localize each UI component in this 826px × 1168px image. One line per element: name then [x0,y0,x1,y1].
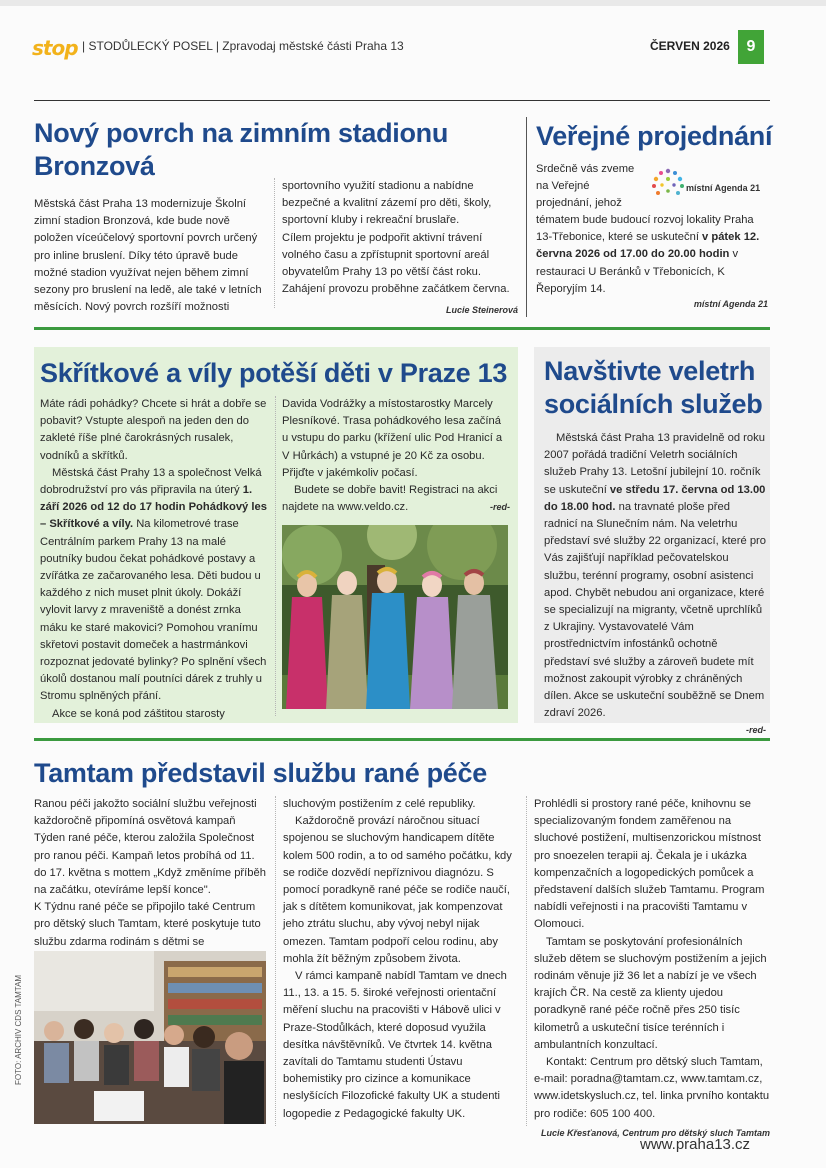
header-rule [34,100,770,101]
hearing-venue: v restauraci U Beránků v Třebonicích, K Řeporyjím 14. [536,248,739,295]
paragraph [544,430,766,722]
column-divider [526,796,527,1126]
page-header [0,30,826,66]
section-rule [34,327,770,330]
column-divider [275,796,276,1126]
paragraph: Davida Vodrážky a místostarostky Marcely Plesníkové. Trasa pohádkového lesa začíná u vstupu do parku (křížení ulic Pod Hranicí a V Hůrkách) a vstupné je 20 Kč za osobu. Přijďte v jakémkoliv počasí. [282,398,503,479]
section-divider [526,117,527,317]
paragraph [40,465,268,706]
event-date: 1. září 2026 od 12 do 17 hodin Pohádkový les – Skřítkové a víly. [40,484,267,531]
paragraph: Cílem projektu je podpořit aktivní trávení volného času a zpřístupnit sportovní areál obyvatelům Prahy 13 po větší část roku. Zahájení provozu proběhne začátkem června. [282,231,510,296]
paragraph-text: Budete se dobře bavit! Registraci na akci najdete na www.veldo.cz. [282,484,498,514]
paragraph: sluchovým postižením z celé republiky. [283,798,476,810]
paragraph: Kontakt: Centrum pro dětský sluch Tamtam, e-mail: poradna@tamtam.cz, www.tamtam.cz, www.idetskysluch.cz, tel. linka prvního kontaktu pro rodiče: 605 100 400. [534,1056,770,1120]
paragraph: Městská část Praha 13 modernizuje Školní zimní stadion Bronzová, kde bude nově položen víceúčelový sportovní povrch určený pro inline bruslení. Díky této úpravě bude možné stadion využívat nejen během zimní sezony pro bruslení na ledě, ale také v letních měsících. Nový povrch rozšíří možnosti [34,198,262,314]
paragraph: Akce se koná pod záštitou starosty [52,707,225,720]
article-tamtam-col1 [34,796,268,951]
hearing-date: v pátek 12. června 2026 od 17.00 do 20.00 hodin [536,231,760,261]
paragraph: Máte rádi pohádky? Chcete si hrát a dobře se pobavit? Vstupte alespoň na jeden den do zakleté říše plné čarokrásných rusalek, vodníků a skřítků. [40,398,267,462]
agenda21-logo-text: místní Agenda 21 [686,183,761,193]
tamtam-photo-image [34,951,266,1124]
author-signature: -red- [490,502,510,513]
agenda21-logo [648,166,772,206]
article-title-tamtam: Tamtam představil službu rané péče [34,758,487,788]
author-signature: Lucie Steinerová [445,305,518,316]
article-title-fairies: Skřítkové a víly potěší děti v Praze 13 [40,358,508,388]
paragraph-text: Městská část Prahy 13 a společnost Velká dobrodružství pro vás připravila na úterý [40,466,262,497]
section-rule [34,738,770,741]
column-divider [275,396,276,716]
fairies-photo [282,525,508,709]
stop-logo: stop [32,36,78,60]
paragraph: Prohlédli si prostory rané péče, knihovnu se specializovaným fondem zaměřenou na sluchové postižení, multisenzorickou místnost pro snoezelen terapii aj. Čekala je i ukázka kompenzačních a logopedických pomůcek a představení dalších služeb Tamtamu. Program nabídli veřejnosti i na pracovišti Tamtamu v Olomouci. [534,798,765,931]
article-stadium-col1 [34,196,266,316]
column-divider [274,178,275,308]
paragraph: Ranou péči jakožto sociální službu veřejnosti každoročně připomíná osvětová kampaň Týden rané péče, kterou založila Společnost pro ranou péči. Kampaň letos probíhá od 11. do 17. května s mottem „Když změníme příběh na začátku, otevíráme lepší konce". [34,798,266,897]
paragraph: sportovního využití stadionu a nabídne bezpečné a kvalitní zázemí pro děti, školy, sportovní kluby i rekreační bruslaře. [282,180,492,227]
event-date: ve středu 17. června od 13.00 do 18.00 hod. [544,483,766,513]
article-fairies-col1 [40,396,268,723]
paragraph: Každoročně provází náročnou situací spojenou se sluchovým handicapem dítěte kolem 500 rodin, a to od samého počátku, kdy se rodiče dozvědí nepříznivou diagnózu. S pomocí poradkyně rané péče se rodiče naučí, jak s dítětem komunikovat, jak kompenzovat jeho ztrátu sluchu, aby vývoj nebyl nijak omezen. Tamtam podpoří celou rodinu, aby mohla žít běžným způsobem života. [283,815,512,965]
agenda21-dots-icon [648,166,688,200]
hearing-intro: Srdečně vás zveme na Veřejné projednání, jehož [536,163,635,210]
paragraph: K Týdnu rané péče se připojilo také Centrum pro dětský sluch Tamtam, které poskytuje tuto službu zdarma rodinám s dětmi se [34,901,261,948]
footer-website-link[interactable]: www.praha13.cz [640,1136,751,1153]
paragraph: V rámci kampaně nabídl Tamtam ve dnech 11., 13. a 15. 5. široké veřejnosti orientační měření sluchu na pracovišti v Hábově ulici v Praze-Stodůlkách, které doposud využila desítka návštěvníků. Ve čtvrtek 14. května zavítali do Tamtamu studenti Ústavu bohemistiky pro cizince a komunikace neslyšících Filozofické fakulty UK a studenti logopedie z Pedagogické fakulty UK. [283,970,507,1120]
issue-month: ČERVEN 2026 [650,39,730,53]
paragraph: Tamtam se poskytování profesionálních služeb dětem se sluchovým postižením a jejich rodinám věnuje již 36 let a nabízí je ve všech krajích ČR. Na cestě za klienty ujedou poradkyně rané péče ročně přes 250 tisíc kilometrů a uskuteční tisíce terénních i ambulantních konzultací. [534,935,767,1051]
hearing-body-text: tématem bude budoucí rozvoj lokality Praha 13-Třebonice, které se uskuteční [536,214,754,244]
page-number: 9 [738,30,764,64]
paragraph [282,482,510,516]
author-signature: místní Agenda 21 [693,299,768,309]
hearing-body [536,212,772,298]
article-fair-body [544,430,766,740]
author-signature: -red- [746,725,766,736]
article-tamtam-col3 [534,796,770,1142]
paragraph-text: Na kilometrové trase Centrálním parkem Prahy 13 na malé poutníky budou čekat pohádkové postavy a zvířátka ze začarovaného lesa. Děti budou u každého z nich muset plnit úkoly. Dokáží vylovit larvy z mraveniště a donést zrnka máku ke staré makovici? Pomohou vranímu skřetovi postavit domeček a hastrmánkovi rozpoznat jedovaté bylinky? Po splnění všech úkolů dostanou malí poutníci dárek z truhly u Stromu splněných přání. [40,518,267,703]
article-title-hearing: Veřejné projednání [536,121,773,151]
publication-title: | STODŮLECKÝ POSEL | Zpravodaj městské části Praha 13 [82,39,404,53]
photo-credit: FOTO: ARCHIV CDS TAMTAM [14,974,23,1085]
article-title-stadium: Nový povrch na zimním stadionu Bronzová [34,118,449,181]
author-signature: Lucie Křesťanová, Centrum pro dětský sluch Tamtam [540,1127,770,1138]
paragraph-text: Městská část Praha 13 pravidelně od roku 2007 pořádá tradiční Veletrh sociálních služeb Prahy 13. Letošní jubilejní 10. ročník se uskuteční [544,432,765,496]
article-tamtam-col2 [283,796,517,1123]
paragraph-text: na travnaté ploše před radnicí na Slunečním nám. Na veletrhu představí své služby 22 organizací, které pro Vás zajišťují například pečovatelskou službu, terénní programy, osobní asistenci apod. Chybět nebudou ani organizace, které se specializují na migranty, včetně uprchlíků z Ukrajiny. Vystavovatelé Vám prostřednictvím infostánků ochotně představí své služby a zároveň budete mít možnost zakoupit výrobky z chráněných dílen. Akce se uskuteční souběžně se Dnem zdraví 2026. [544,500,766,720]
article-title-fair: Navštivte veletrh sociálních služeb [544,356,763,419]
tamtam-photo [34,951,266,1124]
top-band [0,0,826,6]
article-fairies-col2 [282,396,510,516]
fairies-photo-image [282,525,508,709]
article-stadium-col2 [282,178,518,320]
